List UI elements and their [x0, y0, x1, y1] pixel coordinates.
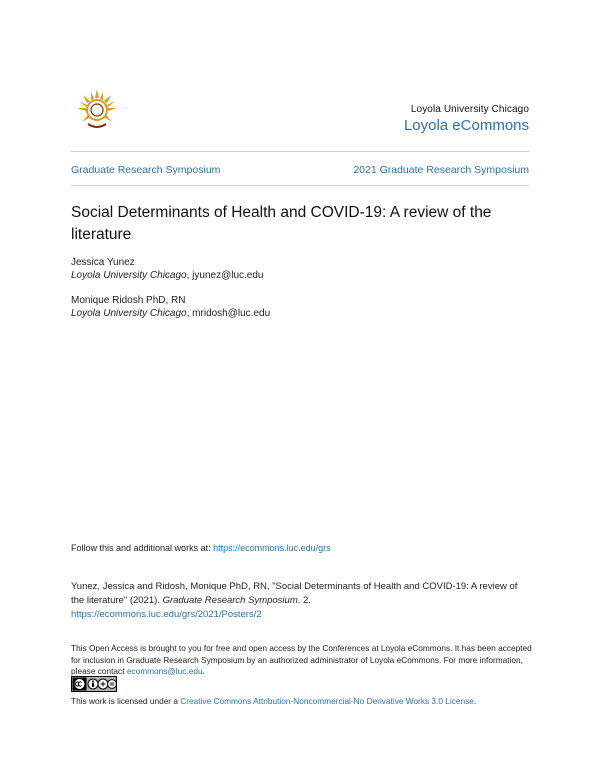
author-entry	[71, 256, 264, 282]
citation-link[interactable]: https://ecommons.luc.edu/grs/2021/Posters/2	[71, 609, 262, 620]
citation-text: Yunez, Jessica and Ridosh, Monique PhD, RN, "Social Determinants of Health and COVID-19: A review of the literature" (2021).	[71, 581, 518, 606]
paper-title: Social Determinants of Health and COVID-19: A review of the literature	[71, 204, 492, 243]
institution-block	[404, 104, 529, 134]
author-name: Monique Ridosh PhD, RN	[71, 295, 186, 306]
author-affiliation: Loyola University Chicago	[71, 270, 187, 281]
breadcrumb	[71, 164, 529, 176]
author-entry	[71, 294, 270, 320]
license-end: .	[473, 696, 477, 706]
repository-link[interactable]: Loyola eCommons	[403, 117, 529, 134]
author-email: , jyunez@luc.edu	[186, 270, 264, 281]
citation-block	[71, 580, 529, 622]
institution-name: Loyola University Chicago	[410, 104, 529, 115]
author-email: , mridosh@luc.edu	[186, 308, 271, 319]
follow-link[interactable]: https://ecommons.luc.edu/grs	[213, 543, 331, 553]
author-affiliation: Loyola University Chicago	[71, 308, 187, 319]
breadcrumb-divider	[71, 185, 529, 186]
open-access-end: .	[202, 666, 205, 676]
author-details	[71, 269, 264, 282]
author-name: Jessica Yunez	[71, 257, 135, 268]
header-divider	[71, 151, 529, 152]
breadcrumb-collection-link[interactable]: Graduate Research Symposium	[71, 164, 221, 176]
breadcrumb-series-link[interactable]: 2021 Graduate Research Symposium	[353, 164, 529, 176]
license-link[interactable]: Creative Commons Attribution-Noncommercial-No Derivative Works 3.0 License	[180, 696, 474, 706]
open-access-statement	[71, 643, 533, 678]
license-text: This work is licensed under a	[71, 696, 181, 706]
loyola-sunburst-seal-icon	[74, 86, 120, 132]
author-details	[71, 307, 270, 320]
creative-commons-by-nc-nd-badge-icon[interactable]	[71, 676, 117, 692]
citation-number: . 2.	[297, 595, 311, 606]
follow-text: Follow this and additional works at:	[71, 543, 214, 553]
contact-email-link[interactable]: ecommons@luc.edu	[126, 666, 203, 676]
follow-line	[71, 543, 331, 553]
license-line	[71, 696, 476, 706]
citation-journal: Graduate Research Symposium	[162, 595, 298, 606]
open-access-text: This Open Access is brought to you for free and open access by the Conferences at Loyola eCommons. It has been accepted for inclusion in Graduate Research Symposium by an authorized administrator of Loyola eCommons. For more information, please contact	[71, 643, 532, 676]
